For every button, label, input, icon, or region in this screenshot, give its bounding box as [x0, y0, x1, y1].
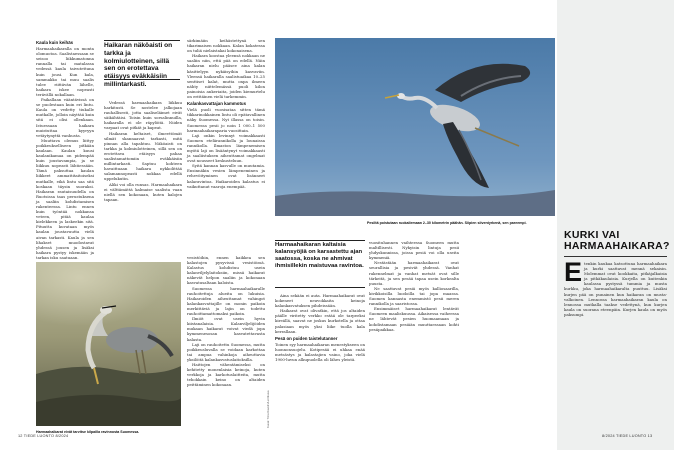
- paragraph: Ne saattavat pesiä myös kalliosaarilla, kivikkoisilla luodoilla tai jopa maassa. Suomen kannasta enemmistö pesii meren rannikolla ja saaristossa.: [369, 285, 459, 307]
- sidebar-box: [557, 0, 674, 450]
- quote-rule-top: [104, 40, 180, 41]
- quote-rule-bottom: [104, 79, 180, 80]
- photo-credit: Kuvat: Tiina Ravelin/Lehtikuva: [266, 390, 270, 428]
- paragraph: Suomessa harmaahaikaralle rauhoitettuja alueita on lukuisia. Haikaroiden aiheuttamat vahingot kalankasvattajille on monin paikoin merkittäviä ja lajin on todettu rauhoittamattomaksi paikoin.: [187, 285, 265, 317]
- photo-caption: [367, 221, 553, 225]
- drop-cap: E: [564, 257, 583, 287]
- quote-rule-bottom: [275, 287, 365, 288]
- footer-right: 8/2024 TIEDE LUONTO 13: [602, 434, 653, 438]
- paragraph: Ensimmäiset harmaahaikarat lentävät Suomeen maaliskuussa. Aikaisessa vaiheessa ne lähtevät pesien huomaamaan ja kohdistamaan pesiään muuttaessaan kohti pesäpaikkaa.: [369, 306, 459, 332]
- paragraph: Aliki voi olla runsas. Harmaahaikara ei välttämättä kalmaise saalista vaan niellä sen kokonaan, kuten kalojen tapaan.: [104, 181, 182, 202]
- paragraph: Syitä kannan kasvulle on muutamia. Ensinnäkin vesien lämpeneminen ja rehevöityminen ovat lisänneet kalaravintoa. Haikaroiden kalastus ei vaikuttanut vaaroja enempää.: [187, 163, 265, 189]
- paragraph: Vedessä harmaahaikara liikkuu harkitusti. Se nostelee jalkojaan rauhallisesti, jotta saaliseläimet eivät säikähtäisi. Toisin kuin sorsalinnuilla, haikaralla ei ole räpylöitä. Niiden varpaat ovat pitkät ja kapeat.: [104, 100, 182, 131]
- section-subhead: Kalankasvattajan kammotus: [187, 101, 247, 107]
- paragraph: Haittojen vähentämiseksi on kehitetty monenlaisia keinoja, kuten verkkoja ja karkotuslaitteita, mutta tehokkain keino on altaiden peittäminen kokonaan.: [187, 361, 265, 388]
- heron-fishing-photo: [36, 262, 181, 426]
- section-subhead: Kaula kuin keihäs: [36, 40, 74, 45]
- paragraph: Harmaahaikaralla on monta olomuotoa. Saalistaessaan se seisoo liikkumatonna rannalla tai matalassa vedessä kaula taivutettuna kuin jousi. Kun kala, sammakko tai muu saalis tulee riittävän lähelle, haikara iskee nopeasti terävällä nokallaan.: [36, 46, 94, 97]
- paragraph: Muuttava olemus liittyy poikkeukselliseen pitkään kaulaan. Kaulan kuusi kaulanikamaa on pidempää kuin joustavampia, ja se liikkuu nopeasti lähtiessään. Tämä paksuttaa kaulan liikkeet ammattitaitoiseksi mutkalle, eikä lintu saa sitä koskaan täysin suoraksi. Haikaran rautaisuudella on Ruotsissa taas perustuksena ja saaliin kohdistamisen rakenteessa. Lintu ennen kuin työntää nokkansa veteen, pitää kaulaa kielekkeen ja laskeekin sitä. Pituutta kuvataan myös kaulan joustavuutta vielä aivan tarkasti. Kaula ja sen lihakset muodostavat yhdessä jousen ja lisäksi haikara pystyy iskemään ja tarkan isku saatuaan.: [36, 137, 94, 260]
- heron-flight-photo: [275, 38, 555, 216]
- paragraph: Haikara koostaa yleensä nokkaan ne saaliin niin, että pää on edellä. Näin haikaran nielu pääsee aina kalan käsittelyyn nykäisyihin kasvaviin. Yleensä haikaralla saalistuaikaa 10–25 senttiset kalat, mutta onpa ilmeen nähty niittelemässä puoli kilon painoisia ankeriaita, joiden kiemurtelu on erittäinen vielä tarkemmin.: [187, 53, 265, 100]
- paragraph: Ilmiöt ovat usein hyvin kiistanalaisia. Kalanviljelijöiden mukaan haikarat voivat viedä jopa kymmenesosan kasvatettavasta kalasta.: [187, 316, 265, 342]
- paragraph: Vielä puoli vuosisataa sitten tämä tikkarinokkainen lintu oli epätavallinen näky Suomessa. Nyt illassa on toisin. Suomessa pesii jo noin 1 000–1 500 harmaahaikaraparia vuosittain.: [187, 107, 265, 133]
- paragraph: vuosituhannen vaihteessa Suomeen mutta maltillisesti. Nykyisin lintuja pesii yhdyskunnissa, joissa pesiä voi olla useita kymmeniä.: [369, 240, 459, 261]
- paragraph: Aina sekään ei auta. Harmaahaikarat ovat kokeneet neuvokkaita keinoja kalankasvatuksen pihdeissään.: [275, 293, 365, 309]
- article-column-2: [104, 100, 182, 202]
- footer-left: 12 TIEDE LUONTO 8/2024: [18, 434, 69, 438]
- paragraph: Toinen syy harmaahaikaran menestykseen on luonnonsuojelu. Kotipesää ei uhkaa enää metsästys ja kalastajien vaino, joka vielä 1900-luvun alkupuolella oli lähes yleistä.: [275, 341, 365, 363]
- sidebar-text: [564, 257, 667, 317]
- heron-flight-image: [275, 38, 555, 216]
- sidebar-title: KURKI VAI HARMAAHAIKARA?: [564, 229, 670, 252]
- article-column-1: [36, 38, 94, 260]
- article-column-4: [187, 255, 265, 387]
- article-column-3: [187, 38, 265, 189]
- caption-text: Harmaahaikarat eivät tarvitse kilpailla ravinnosta Suomessa.: [36, 430, 140, 434]
- paragraph: Haikarat ovat olivatkin, että jos altaiden päälle viritetty verkko estää ole tarpeeksi kireällä, saavat ne joskus kurkotella ja ottaa palasiaan myös yksi liike tuolla kala kerrallaan.: [275, 308, 365, 334]
- article-column-6: [369, 240, 459, 332]
- sidebar-body: tenkin kaukaa katsottuna harmaahaikara ja kurki saattavat mennä sekaisin. Molemmat ovat kookkaita, pitkäjalkaisia ja pitkäkaulaisia. Kurjella on kuitenkin kaulassa pystyssä tummia ja musta kurkku, joka harmaahaikaralta puuttuu. Lisäksi kurjen pää on punainen kun haikaran on musta-valkoinen. Lennossa harmaahaikaran kaula on lennossa mutkalla taakse vedettynä, kun kurjen kaula on suorana eteenpäin. Kurjen kaula on myös paksumpi.: [564, 261, 667, 317]
- paragraph: vesistöihin, ennen kaikkea sen kalastojen pysyvissä vesistöissä. Kalastus kohdistuu usein kalanviljelylaitoksiin, missä haikarat näkevät helpon saaliin ja kokonaan kasvatusaltaan kaloista.: [187, 255, 265, 286]
- heron-fishing-image: [36, 262, 181, 426]
- article-column-5: [275, 293, 365, 362]
- quote-rule-top: [275, 240, 365, 241]
- pull-quote: Harmaahaikaran kaltaisia kalansyöjiä on karsastettu ajan saatossa, koska ne ahmivat ihmisillekin maistuvaa ravintoa.: [275, 242, 364, 269]
- section-subhead: Pesä on puiden taistelutanner: [275, 335, 338, 341]
- caption-text: Pesiltä poistutaan ruokailemaan 2–30 kilometrin päähän. Siipien siiventyrkenä, sen pareempi.: [367, 221, 527, 225]
- paragraph: Haikaran keltaiset, ilmeettömät silmät skannaavat tarkasti, mitä pinnan alla tapahtuu. Näköaisti on tarkka ja kolmiulotteinen, sillä sen on erotettava etäisyys pahaa saalistamattomiin eväkkäisiin millintarkasti. Saptuu kohteen havaittuaan haikara nykkolittää salamannopeasti nokkaa edellä uppelukutin.: [104, 130, 182, 182]
- pull-quote: Haikaran näköaisti on tarkka ja kolmiulotteinen, sillä sen on erotettava etäisyys eväkkäisiin millintarkasti.: [104, 42, 173, 88]
- paragraph: Laji on rauhoitettu Suomessa, mutta poikkeusluvalla se voidaan karkottaa tai ampua vahinkoja aiheuttavia yksilöitä kalankasvatuslaitoksilla.: [187, 341, 265, 362]
- paragraph: Nestästään harmaahaikarat ovat seurallisia ja pesivät yhdessä. Vanhat rakennelmat ja vanhat metsät ovat sille tärkeitä, ja sen pesää tapaa usein korkealta puusta.: [369, 260, 459, 286]
- paragraph: Paikallaan vääntävissä on se puolestaan kuin eri lintu. Kaula on vedetty tiukalle mutkalle, jolloin näyttää kuin sitä ei olisi ollenkaan. Istuessaan haikara muistuttaa kyyryyn vetäytynyttä vanhusta.: [36, 97, 94, 138]
- paragraph: särkimäiin keihästettynä sen tikarimaisen nokkaan. Kalan kokatessa on tuliä nielaistakai kokonaisena.: [187, 38, 265, 54]
- paragraph: Laji onkin levinnyt voimakkaasti Suomen etelärannikolla ja lounaissa rannikolla. Ilmaston lämpenemisen myötä laji on lisääntynyt voimakkaasti ja saaliistuksen aiheuttamat ongelmat ovat nousseet keskusteluun.: [187, 132, 265, 164]
